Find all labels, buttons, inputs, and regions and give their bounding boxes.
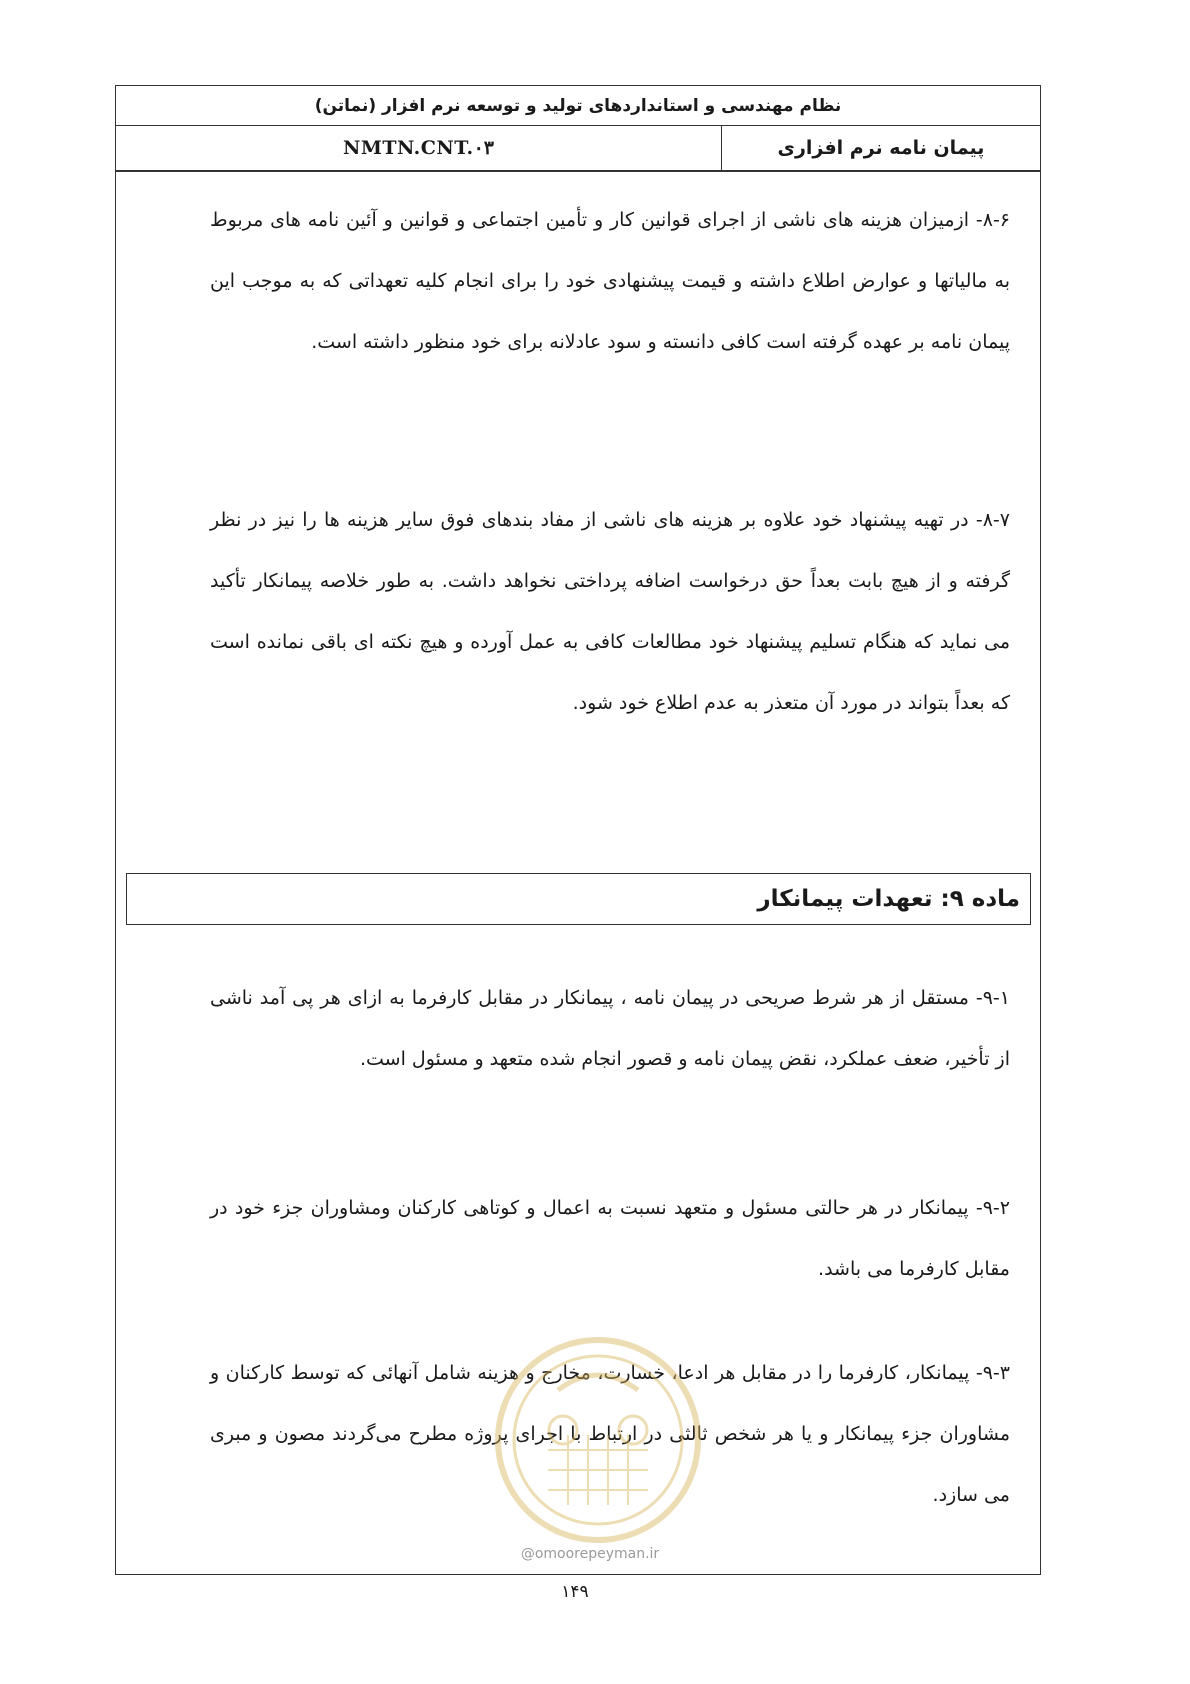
document-title: پیمان نامه نرم افزاری (777, 137, 985, 159)
watermark-seal-icon (488, 1330, 708, 1550)
clause-number: ۹-۲- (975, 1197, 1010, 1219)
clause-text: در تهیه پیشنهاد خود علاوه بر هزینه های ناشی از مفاد بندهای فوق سایر هزینه ها را نیز در نظر گرفته و از هیچ بابت بعداً حق درخواست اضافه پرداختی نخواهد داشت. به طور خلاصه پیمانکار تأکید می نماید که هنگام تسلیم پیشنهاد خود مطالعات کافی به عمل آورده و هیچ نکته ای باقی نمانده است که بعداً بتواند در مورد آن متعذر به عدم اطلاع خود شود. (210, 509, 1010, 714)
article-title: ماده ۹: تعهدات پیمانکار (757, 886, 1020, 912)
clause-number: ۹-۳- (975, 1362, 1010, 1384)
system-title: نظام مهندسی و استانداردهای تولید و توسعه نرم افزار (نماتن) (116, 86, 1040, 126)
clause-text: پیمانکار، کارفرما را در مقابل هر ادعا، خسارت، مخارج و هزینه شامل آنهائی که توسط کارکنان و مشاوران جزء پیمانکار و یا هر شخص ثالثی در ارتباط با اجرای پروژه مطرح می‌گردند مصون و مبری می سازد. (210, 1362, 1010, 1506)
clause-text: مستقل از هر شرط صریحی در پیمان نامه ، پیمانکار در مقابل کارفرما به ازای هر پی آمد ناشی از تأخیر، ضعف عملکرد، نقض پیمان نامه و قصور انجام شده متعهد و مسئول است. (210, 987, 1010, 1070)
clause-9-1 (210, 968, 1010, 1090)
clause-number: ۹-۱- (975, 987, 1010, 1009)
clause-number: ۸-۷- (975, 509, 1010, 531)
page-number: ۱۴۹ (561, 1582, 589, 1602)
clause-text: پیمانکار در هر حالتی مسئول و متعهد نسبت به اعمال و کوتاهی کارکنان ومشاوران جزء خود در مقابل کارفرما می باشد. (210, 1197, 1010, 1280)
header-row (116, 126, 1040, 172)
clause-8-6 (210, 190, 1010, 373)
article-heading (126, 873, 1031, 925)
clause-9-2 (210, 1178, 1010, 1300)
document-code: NMTN.CNT.۰۳ (116, 126, 722, 170)
clause-number: ۸-۶- (975, 209, 1011, 231)
clause-text: ازمیزان هزینه های ناشی از اجرای قوانین کار و تأمین اجتماعی و قوانین و آئین نامه های مربوط به مالیاتها و عوارض اطلاع داشته و قیمت پیشنهادی خود را برای انجام کلیه تعهداتی که به موجب این پیمان نامه بر عهده گرفته است کافی دانسته و سود عادلانه برای خود منظور داشته است. (210, 209, 1010, 353)
clause-8-7 (210, 490, 1010, 734)
watermark-url: @omoorepeyman.ir (520, 1546, 660, 1562)
